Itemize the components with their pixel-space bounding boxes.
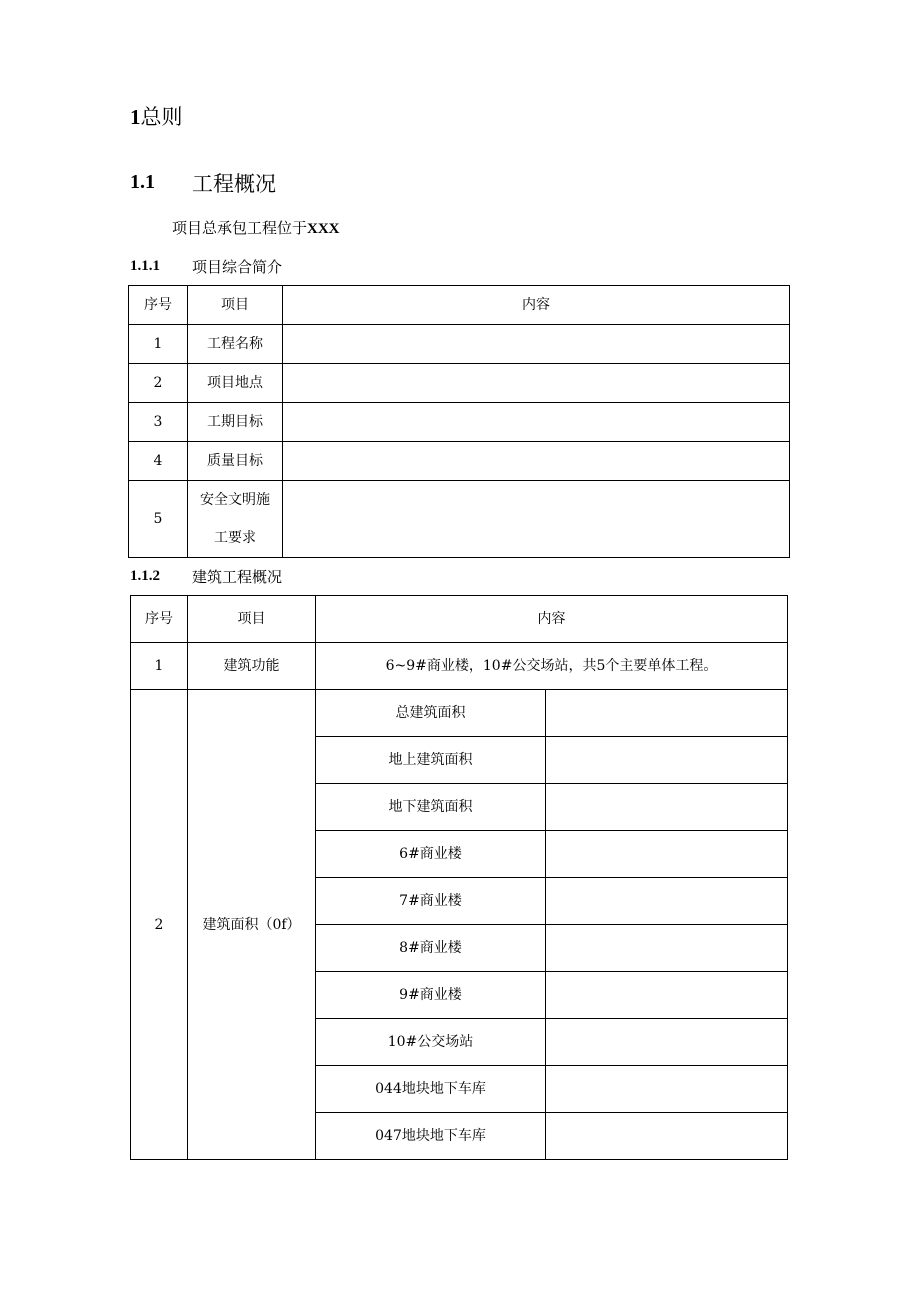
section-title: 工程概况: [192, 172, 276, 196]
area-label: 8#商业楼: [316, 925, 546, 972]
row-item: 项目地点: [188, 364, 283, 403]
area-label: 地上建筑面积: [316, 737, 546, 784]
row-no: 5: [129, 481, 188, 558]
area-label: 047地块地下车库: [316, 1113, 546, 1160]
area-value: [546, 737, 788, 784]
table-row: [129, 403, 790, 442]
subsection-number-2: 1.1.2: [130, 568, 160, 584]
area-value: [546, 1113, 788, 1160]
header-cell-item: 项目: [188, 596, 316, 643]
intro-paragraph: [172, 217, 340, 238]
row-content: [283, 481, 790, 558]
row-content: [283, 442, 790, 481]
area-label: 地下建筑面积: [316, 784, 546, 831]
area-label: 总建筑面积: [316, 690, 546, 737]
row-item: 建筑功能: [188, 643, 316, 690]
area-value: [546, 972, 788, 1019]
row-item: 质量目标: [188, 442, 283, 481]
row-item: 工程名称: [188, 325, 283, 364]
table-row: [131, 690, 788, 737]
table-row: [129, 364, 790, 403]
project-overview-table: [128, 285, 790, 558]
row-no: 1: [131, 643, 188, 690]
area-value: [546, 1066, 788, 1113]
row-item: 工期目标: [188, 403, 283, 442]
header-cell-item: 项目: [188, 286, 283, 325]
row-no: 1: [129, 325, 188, 364]
row-no: 2: [129, 364, 188, 403]
table-header-row: [129, 286, 790, 325]
row-item-line: 安全文明施: [200, 492, 270, 508]
row-content: [283, 364, 790, 403]
area-value: [546, 1019, 788, 1066]
area-label: 10#公交场站: [316, 1019, 546, 1066]
subsection-title-1: 项目综合简介: [192, 258, 283, 276]
area-value: [546, 925, 788, 972]
intro-text: 项目总承包工程位于: [172, 219, 308, 237]
area-label: 7#商业楼: [316, 878, 546, 925]
row-item: [188, 481, 283, 558]
section-number: 1.1: [130, 171, 155, 193]
header-cell-content: 内容: [283, 286, 790, 325]
chapter-title: 总则: [140, 105, 183, 129]
row-item: 建筑面积（0f）: [188, 690, 316, 1160]
row-content: [283, 403, 790, 442]
row-content: 6~9#商业楼，10#公交场站，共5个主要单体工程。: [316, 643, 788, 690]
header-cell-no: 序号: [131, 596, 188, 643]
row-item-line: 工要求: [214, 530, 256, 546]
area-value: [546, 878, 788, 925]
intro-location: XXX: [307, 221, 340, 237]
area-value: [546, 690, 788, 737]
area-value: [546, 784, 788, 831]
row-no: 2: [131, 690, 188, 1160]
area-label: 044地块地下车库: [316, 1066, 546, 1113]
area-value: [546, 831, 788, 878]
area-label: 6#商业楼: [316, 831, 546, 878]
header-cell-content: 内容: [316, 596, 788, 643]
chapter-number: 1: [130, 105, 141, 129]
subsection-title-2: 建筑工程概况: [192, 568, 283, 586]
table-row: [129, 442, 790, 481]
area-label: 9#商业楼: [316, 972, 546, 1019]
chapter-heading: [130, 101, 183, 131]
row-no: 3: [129, 403, 188, 442]
row-no: 4: [129, 442, 188, 481]
building-overview-table: [130, 595, 788, 1160]
subsection-number-1: 1.1.1: [130, 258, 160, 274]
table-row: [129, 325, 790, 364]
table-header-row: [131, 596, 788, 643]
table-row: [131, 643, 788, 690]
header-cell-no: 序号: [129, 286, 188, 325]
row-content: [283, 325, 790, 364]
table-row: [129, 481, 790, 558]
